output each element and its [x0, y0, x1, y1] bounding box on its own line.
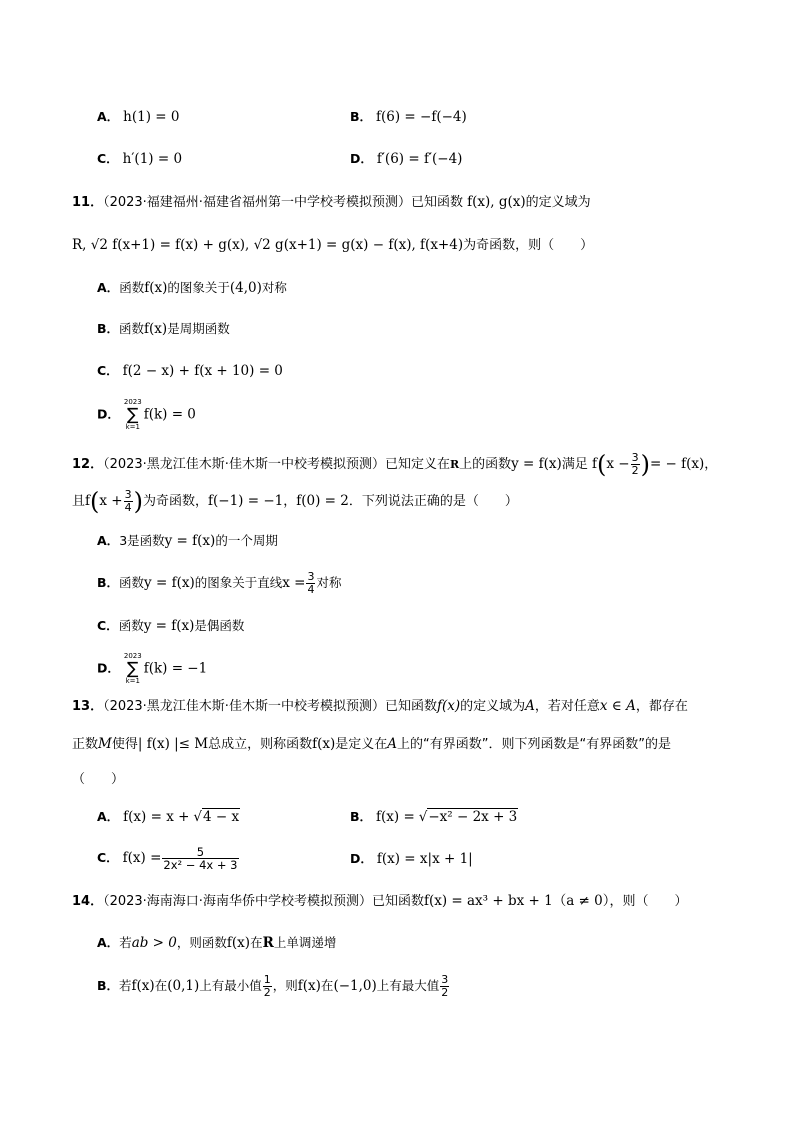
option-text: 对称: [316, 575, 342, 590]
option-math: f(6) = −f(−4): [376, 109, 467, 125]
option-math: (−1,0): [333, 978, 377, 994]
numerator: 3: [307, 570, 315, 583]
option-math: f(x): [131, 978, 155, 994]
option-label: A．: [97, 280, 120, 295]
q12-stem-line1: [72, 449, 717, 480]
q10-option-d[interactable]: [350, 150, 462, 168]
sum-lower: k=1: [125, 677, 140, 685]
option-text: 的图象关于: [167, 280, 230, 295]
option-math: f(2 − x) + f(x + 10) = 0: [122, 363, 283, 379]
stem-text: 满足: [561, 457, 588, 472]
option-text: 若: [119, 978, 132, 993]
stem-text: 且: [72, 494, 86, 509]
stem-math: A: [525, 698, 535, 714]
option-text: 的图象关于直线: [194, 575, 283, 590]
sigma-icon: ∑: [127, 405, 139, 425]
q10-option-c[interactable]: [97, 150, 182, 168]
stem-math: R: [449, 458, 460, 471]
option-math: f(x) = x|x + 1|: [376, 851, 473, 867]
q13-option-c[interactable]: [97, 843, 240, 873]
denominator: 4: [307, 583, 315, 596]
fraction: [306, 571, 315, 596]
q14-option-b[interactable]: [97, 971, 450, 1001]
q12-option-b[interactable]: [97, 568, 341, 598]
radicand: −x² − 2x + 3: [428, 809, 518, 825]
left-paren: (: [596, 450, 607, 479]
denominator: 2: [441, 986, 449, 999]
q12-stem-line2: [72, 486, 518, 517]
option-math: f(x): [144, 280, 168, 296]
option-math: R: [262, 935, 274, 951]
stem-text: 是定义在: [335, 737, 388, 752]
option-math: f(x) =: [376, 809, 415, 825]
option-text: 在: [154, 978, 168, 993]
question-number: 12．: [72, 457, 104, 472]
q13-stem-line1: [72, 697, 688, 716]
option-text: ，则: [272, 978, 298, 993]
option-math: f(x) = x +: [123, 809, 190, 825]
option-text: 函数: [119, 575, 145, 590]
option-label: A．: [97, 935, 120, 950]
stem-math: f(0) = 2: [296, 493, 349, 509]
stem-text: 总成立，则称函数: [208, 737, 313, 752]
q10-option-b[interactable]: [350, 108, 467, 126]
stem-math: x ∈ A: [599, 698, 636, 714]
option-text: 是偶函数: [194, 618, 245, 633]
summation-sign: [124, 652, 142, 686]
numerator: 5: [162, 846, 238, 859]
stem-text: 正数: [72, 737, 99, 752]
option-label: D．: [97, 660, 120, 676]
numerator: 1: [263, 973, 271, 986]
stem-math: f(−1) = −1: [208, 493, 284, 509]
stem-math: x +: [99, 493, 123, 509]
option-text: 函数: [118, 618, 144, 633]
option-math: y = f(x): [164, 533, 216, 549]
option-label: B．: [97, 321, 120, 336]
option-text: ，则函数: [176, 935, 227, 950]
numerator: 3: [124, 488, 132, 501]
numerator: 3: [631, 451, 639, 464]
stem-math: f(x): [436, 698, 461, 714]
option-math: h(1) = 0: [123, 109, 180, 125]
q11-option-d[interactable]: [97, 398, 196, 432]
stem-text: ，则（ ）: [609, 894, 688, 909]
stem-math: R, √2 f(x+1) = f(x) + g(x), √2 g(x+1) = g(x) − f(x), f(x+4): [72, 237, 464, 253]
denominator: 2x² − 4x + 3: [163, 858, 238, 872]
right-paren: ): [133, 487, 143, 516]
stem-math: | f(x) |≤ M: [137, 736, 209, 752]
q12-option-c[interactable]: [97, 617, 244, 635]
q11-option-c[interactable]: [97, 362, 283, 380]
fraction: [162, 846, 238, 871]
q11-stem-line1: [72, 193, 591, 212]
option-text: 对称: [261, 280, 287, 295]
question-source: （2023·黑龙江佳木斯·佳木斯一中校考模拟预测）: [103, 699, 385, 714]
stem-math: = − f(x): [649, 456, 705, 472]
stem-text: ，: [283, 494, 297, 509]
option-label: D．: [350, 151, 373, 166]
question-number: 11．: [72, 195, 104, 210]
option-math: f′(6) = f′(−4): [376, 151, 463, 167]
option-label: D．: [97, 406, 120, 422]
option-text: 若: [119, 935, 132, 950]
option-text: 在: [320, 978, 334, 993]
stem-text: 的定义域为: [460, 699, 526, 714]
denominator: 2: [631, 464, 639, 477]
option-math: ab > 0: [131, 935, 177, 951]
q14-option-a[interactable]: [97, 934, 336, 952]
stem-math: y = f(x): [511, 456, 562, 472]
option-label: B．: [97, 978, 120, 993]
option-text: 3是函数: [119, 533, 165, 548]
stem-text: ．下列说法正确的是（ ）: [348, 494, 518, 509]
q11-option-b[interactable]: [97, 320, 230, 338]
stem-text: 已知函数: [410, 195, 463, 210]
question-source: （2023·海南海口·海南华侨中学校考模拟预测）: [103, 894, 372, 909]
option-math: f(x): [297, 978, 321, 994]
denominator: 2: [263, 986, 271, 999]
left-paren: (: [90, 487, 100, 516]
option-math: x =: [282, 575, 306, 591]
option-math: f(k) = −1: [143, 660, 208, 677]
stem-math: （a ≠ 0）: [552, 893, 610, 909]
option-label: A．: [97, 533, 120, 548]
stem-math: A: [387, 736, 398, 752]
option-label: A．: [97, 809, 120, 824]
option-label: C．: [97, 850, 119, 865]
option-label: C．: [97, 618, 119, 633]
option-text: 函数: [119, 321, 145, 336]
option-math: f(k) = 0: [143, 406, 196, 423]
q12-option-a[interactable]: [97, 532, 278, 550]
q11-stem-line2: [72, 236, 593, 255]
q11-option-a[interactable]: [97, 279, 287, 297]
option-label: B．: [97, 575, 120, 590]
option-label: C．: [97, 363, 119, 378]
q10-option-a[interactable]: [97, 108, 179, 126]
option-label: D．: [350, 851, 373, 866]
fraction: [631, 452, 640, 477]
stem-text: 使得: [111, 737, 138, 752]
stem-text: （ ）: [72, 772, 125, 787]
right-paren: ): [640, 450, 650, 479]
fraction: [124, 489, 133, 514]
stem-text: 上的函数: [459, 457, 512, 472]
q14-stem-line1: [72, 892, 688, 911]
stem-text: 上的“有界函数”．则下列函数是“有界函数”的是: [397, 737, 671, 752]
question-source: （2023·黑龙江佳木斯·佳木斯一中校考模拟预测）: [103, 457, 385, 472]
option-text: 的一个周期: [215, 533, 278, 548]
option-math: y = f(x): [144, 575, 195, 591]
q13-option-d[interactable]: [350, 850, 473, 868]
option-text: 上有最大值: [376, 978, 440, 993]
sigma-icon: ∑: [127, 659, 139, 679]
stem-text: 已知定义在: [384, 457, 450, 472]
stem-text: 的定义域为: [525, 195, 591, 210]
fraction: [440, 974, 449, 999]
option-text: 函数: [119, 280, 145, 295]
q13-stem-line2: [72, 735, 671, 754]
option-math: (4,0): [229, 280, 262, 296]
question-source: （2023·福建福州·福建省福州第一中学校考模拟预测）: [103, 195, 411, 210]
stem-text: 已知函数: [371, 894, 424, 909]
option-math: f(x): [226, 935, 251, 951]
question-number: 14．: [72, 894, 104, 909]
option-label: C．: [97, 151, 119, 166]
stem-text: ，若对任意: [534, 699, 600, 714]
sum-upper: 2023: [123, 652, 142, 660]
option-math: f(x): [144, 321, 168, 337]
stem-math: f(x) = ax³ + bx + 1: [423, 893, 553, 909]
stem-text: 已知函数: [384, 699, 437, 714]
option-label: B．: [350, 109, 373, 124]
option-math: y = f(x): [143, 618, 195, 634]
option-text: 是周期函数: [167, 321, 230, 336]
sqrt-icon: √: [193, 809, 203, 825]
sum-upper: 2023: [123, 398, 142, 406]
stem-math: x −: [606, 456, 630, 472]
stem-text: ，都存在: [635, 699, 688, 714]
stem-text: ，: [704, 457, 718, 472]
q12-option-d[interactable]: [97, 652, 207, 686]
option-text: 上有最小值: [199, 978, 262, 993]
option-math: f(x) =: [122, 850, 162, 866]
stem-math: f: [85, 493, 91, 509]
option-math: (0,1): [167, 978, 200, 994]
stem-text: 为奇函数，则（ ）: [463, 238, 594, 253]
denominator: 4: [124, 501, 132, 514]
stem-math: f(x), g(x): [467, 194, 526, 210]
sqrt-icon: √: [418, 809, 428, 825]
numerator: 3: [441, 973, 449, 986]
summation-sign: [124, 398, 142, 432]
option-text: 上单调递增: [273, 935, 337, 950]
fraction: [263, 974, 272, 999]
stem-math: f(x): [312, 736, 336, 752]
option-text: 在: [250, 935, 263, 950]
sum-lower: k=1: [125, 423, 140, 431]
question-number: 13．: [72, 699, 104, 714]
option-label: A．: [97, 109, 120, 124]
option-label: B．: [350, 809, 373, 824]
q13-option-a[interactable]: [97, 808, 240, 826]
stem-math: f: [591, 456, 597, 472]
stem-text: 为奇函数，: [142, 494, 208, 509]
stem-math: M: [98, 736, 112, 752]
radicand: 4 − x: [203, 809, 240, 825]
q13-option-b[interactable]: [350, 808, 518, 826]
q13-stem-line3: [72, 771, 124, 789]
option-math: h′(1) = 0: [122, 151, 183, 167]
